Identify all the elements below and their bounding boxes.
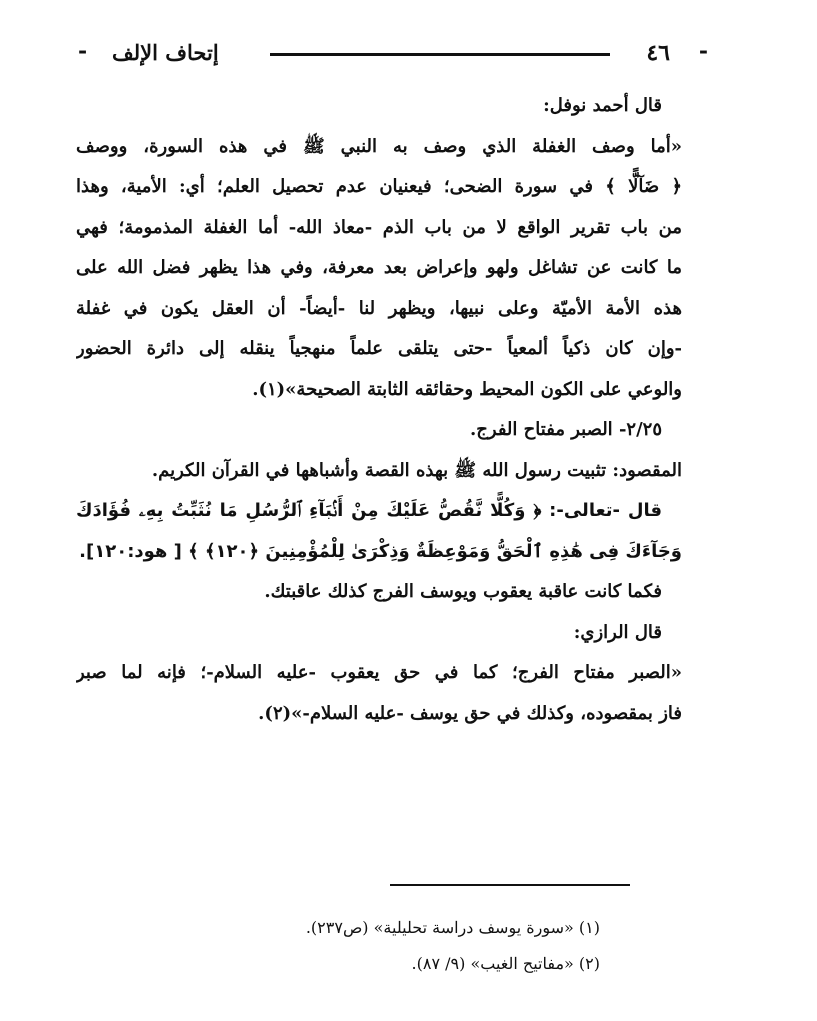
text-line: «أما وصف الغفلة الذي وصف به النبي ﷺ في هذه السورة، ووصف bbox=[76, 135, 682, 157]
text-line: -وإن كان ذكياً ألمعياً -حتى يتلقى علماً منهجياً ينقله إلى دائرة الحضور bbox=[76, 338, 682, 359]
page-number: ٤٦ bbox=[646, 40, 670, 66]
running-header bbox=[70, 36, 730, 72]
footnote: (١) «سورة يوسف دراسة تحليلية» (ص٢٣٧). bbox=[305, 918, 600, 937]
text-line: فكما كانت عاقبة يعقوب ويوسف الفرج كذلك عاقبتك. bbox=[264, 581, 662, 602]
footnotes bbox=[280, 910, 600, 982]
header-rule bbox=[270, 53, 610, 56]
text-line: قال أحمد نوفل: bbox=[543, 95, 662, 116]
main-text bbox=[76, 86, 682, 734]
quran-verse-line: قال -تعالى-: ﴿ وَكُلًّا نَّقُصُّ عَلَيْكَ مِنْ أَنۢبَآءِ ٱلرُّسُلِ مَا نُثَبِّتُ بِهِۦ فُؤَادَكَ bbox=[76, 500, 662, 521]
footnote-separator bbox=[390, 884, 630, 886]
section-heading: ٢/٢٥- الصبر مفتاح الفرج. bbox=[470, 419, 662, 440]
book-title-dash: - bbox=[78, 38, 88, 64]
text-line: والوعي على الكون المحيط وحقائقه الثابتة الصحيحة»(١). bbox=[252, 378, 682, 400]
text-line: ما كانت عن تشاغل ولهو وإعراض بعد معرفة، وفي هذا يظهر فضل الله على bbox=[76, 257, 682, 278]
footnote: (٢) «مفاتيح الغيب» (٩/ ٨٧). bbox=[411, 954, 600, 973]
text-line: من باب تقرير الواقع لا من باب الذم -معاذ الله- أما الغفلة المذمومة؛ فهي bbox=[76, 216, 682, 238]
book-title: إتحاف الإلف bbox=[112, 40, 219, 65]
text-line: هذه الأمة الأميّة وعلى نبيها، ويظهر لنا -أيضاً- أن العقل يكون في غفلة bbox=[76, 297, 682, 319]
text-line: «الصبر مفتاح الفرج؛ كما في حق يعقوب -عليه السلام-؛ فإنه لما صبر bbox=[76, 662, 682, 683]
text-line: فاز بمقصوده، وكذلك في حق يوسف -عليه السلام-»(٢). bbox=[258, 702, 682, 724]
quran-verse-line: وَجَآءَكَ فِى هَٰذِهِ ٱلْحَقُّ وَمَوْعِظَةٌ وَذِكْرَىٰ لِلْمُؤْمِنِينَ ﴿١٢٠﴾ ﴾ [ هود:١٢٠]. bbox=[79, 540, 682, 562]
text-line: المقصود: تثبيت رسول الله ﷺ بهذه القصة وأشباهها في القرآن الكريم. bbox=[151, 459, 682, 481]
page-number-dash: - bbox=[698, 38, 708, 64]
text-line: ﴿ ضَآلًّا ﴾ في سورة الضحى؛ فيعنيان عدم تحصيل العلم؛ أي: الأمية، وهذا bbox=[76, 176, 682, 197]
text-line: قال الرازي: bbox=[573, 621, 662, 643]
